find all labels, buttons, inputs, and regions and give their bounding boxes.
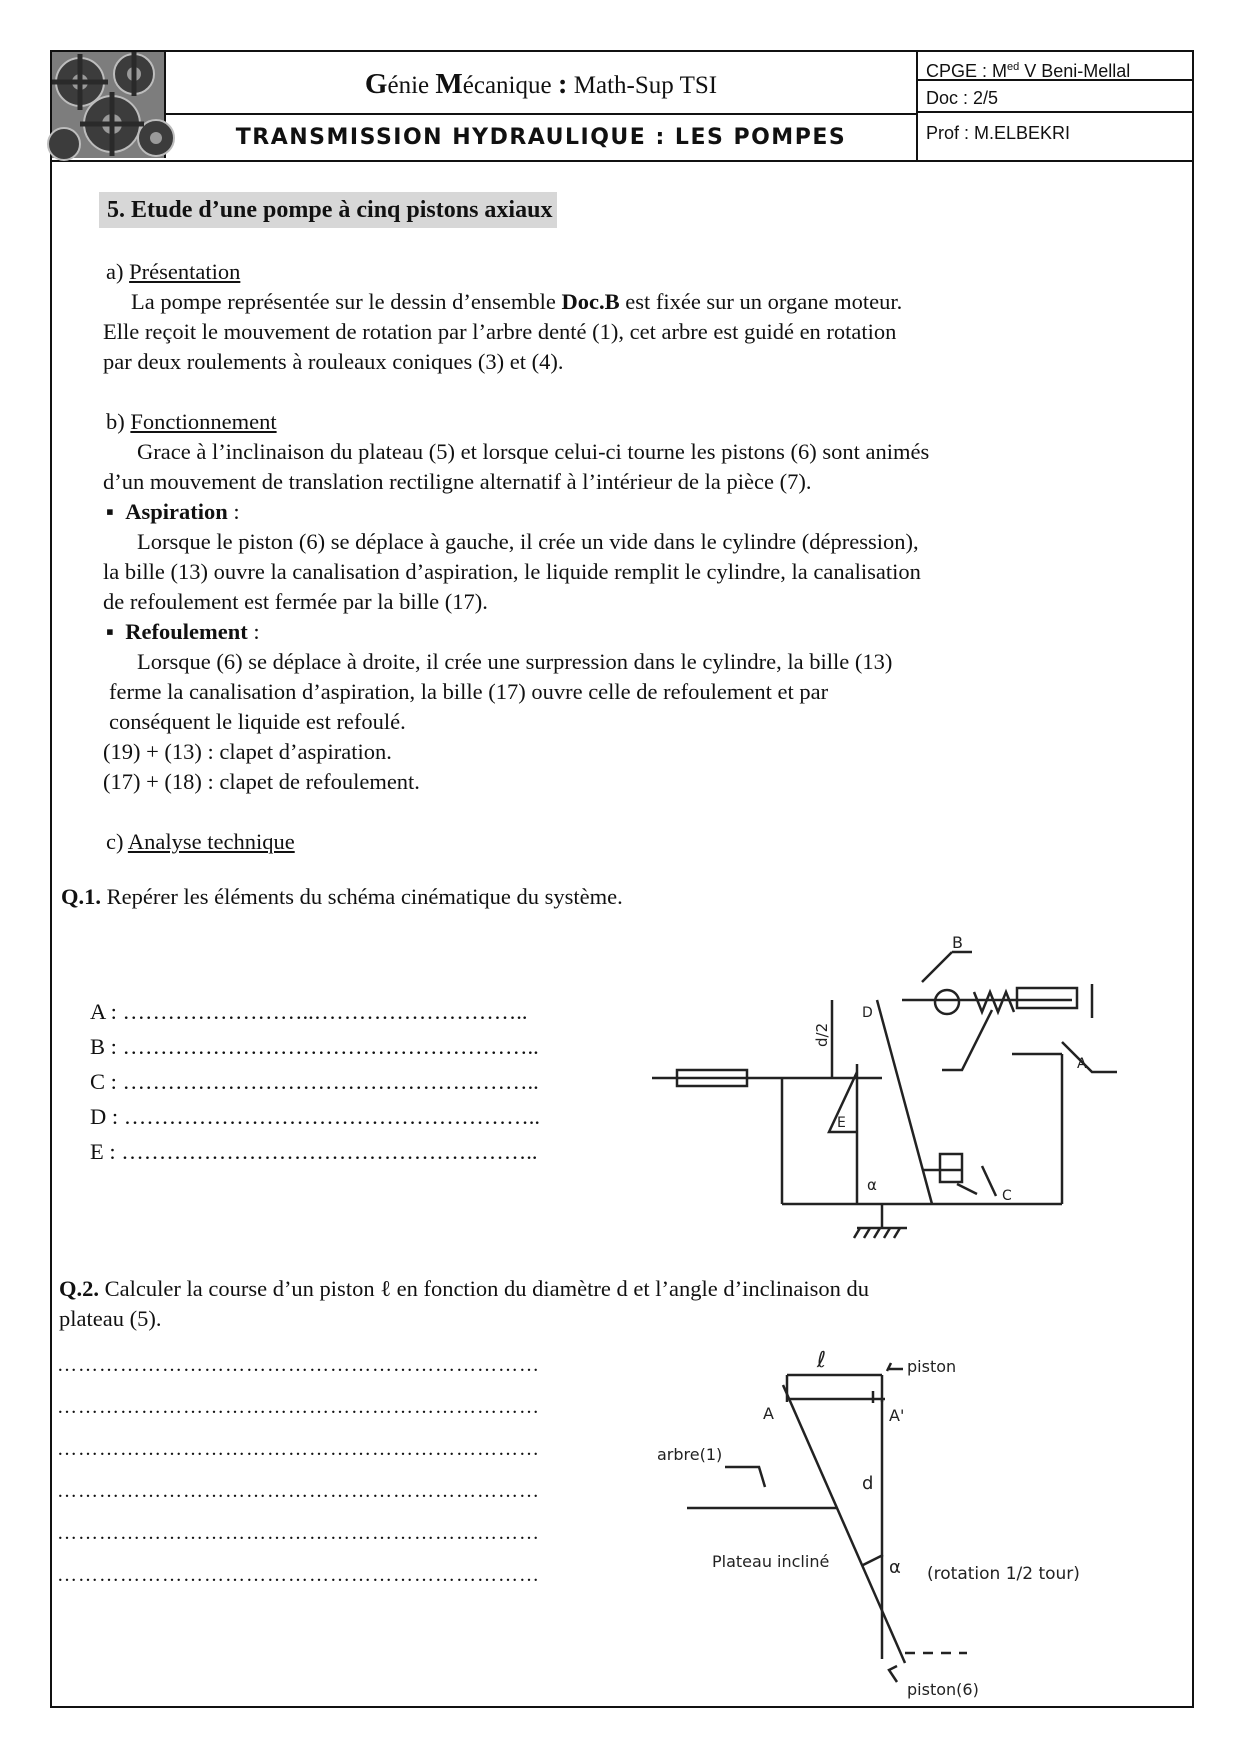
label-alpha-q2: α: [889, 1557, 901, 1578]
answer-line-c[interactable]: C : ………………………………………………..: [90, 1069, 539, 1094]
label-a: A: [1077, 1056, 1087, 1072]
label-b: B: [952, 933, 963, 952]
kinematic-schema-figure: [652, 922, 1152, 1262]
question-2: Q.2. Calculer la course d’un piston ℓ en fonction du diamètre d et l’angle d’inclinaison du: [59, 1276, 869, 1301]
label-piston6: piston(6): [907, 1680, 979, 1699]
label-plateau: Plateau incliné: [712, 1552, 830, 1571]
gears-logo-icon: [52, 52, 166, 158]
paragraph-line: la bille (13) ouvre la canalisation d’aspiration, le liquide remplit le cylindre, la canalisation: [103, 559, 921, 584]
prof-cell: Prof : M.ELBEKRI: [926, 123, 1071, 143]
label-piston: piston: [907, 1357, 957, 1376]
question-2-cont: plateau (5).: [59, 1306, 162, 1331]
label-alpha: α: [867, 1176, 877, 1194]
section-heading: 5. Etude d’une pompe à cinq pistons axiaux: [99, 192, 557, 228]
paragraph-line: (19) + (13) : clapet d’aspiration.: [103, 739, 392, 764]
paragraph-line: Lorsque (6) se déplace à droite, il crée une surpression dans le cylindre, la bille (13): [137, 649, 893, 674]
page-title: Génie Mécanique : Math-Sup TSI: [166, 52, 918, 115]
refoulement-heading: ▪ Refoulement :: [106, 619, 260, 644]
piston-stroke-figure: [657, 1347, 1187, 1707]
label-a-prime: A': [889, 1406, 905, 1425]
label-a-point: A: [763, 1404, 774, 1423]
answer-line[interactable]: ……………………………………………………………: [57, 1354, 540, 1376]
page-subtitle: TRANSMISSION HYDRAULIQUE : LES POMPES: [166, 115, 918, 160]
paragraph-line: par deux roulements à rouleaux coniques (3) et (4).: [103, 349, 564, 374]
label-arbre: arbre(1): [657, 1445, 723, 1464]
label-d-diameter: d: [862, 1473, 874, 1494]
answer-line-e[interactable]: E : ………………………………………………..: [90, 1139, 538, 1164]
paragraph-line: conséquent le liquide est refoulé.: [109, 709, 406, 734]
answer-line-d[interactable]: D : ………………………………………………..: [90, 1104, 540, 1129]
answer-line[interactable]: ……………………………………………………………: [57, 1564, 540, 1586]
analyse-heading: c) Analyse technique: [106, 829, 295, 854]
label-d2: d/2: [813, 1022, 831, 1047]
aspiration-heading: ▪ Aspiration :: [106, 499, 240, 524]
paragraph-line: Grace à l’inclinaison du plateau (5) et lorsque celui-ci tourne les pistons (6) sont animés: [137, 439, 930, 464]
header: [52, 52, 1192, 162]
answer-line[interactable]: ……………………………………………………………: [57, 1438, 540, 1460]
paragraph-line: ferme la canalisation d’aspiration, la bille (17) ouvre celle de refoulement et par: [109, 679, 829, 704]
label-c: C: [1002, 1188, 1012, 1204]
paragraph-line: de refoulement est fermée par la bille (17).: [103, 589, 488, 614]
answer-line-a[interactable]: A : ……………………..………………………..: [90, 999, 528, 1024]
doc-number-cell: Doc : 2/5: [918, 83, 1194, 113]
fonctionnement-heading: b) Fonctionnement: [106, 409, 277, 434]
paragraph-line: (17) + (18) : clapet de refoulement.: [103, 769, 420, 794]
paragraph-line: Elle reçoit le mouvement de rotation par l’arbre denté (1), cet arbre est guidé en rotation: [103, 319, 897, 344]
paragraph-line: d’un mouvement de translation rectiligne alternatif à l’intérieur de la pièce (7).: [103, 469, 812, 494]
label-ell: ℓ: [817, 1348, 827, 1373]
answer-line[interactable]: ……………………………………………………………: [57, 1480, 540, 1502]
paragraph-line: La pompe représentée sur le dessin d’ensemble Doc.B est fixée sur un organe moteur.: [131, 289, 903, 314]
school-cell: CPGE : $M^{ed}$ V Beni-Mellal: [918, 52, 1194, 81]
paragraph-line: Lorsque le piston (6) se déplace à gauche, il crée un vide dans le cylindre (dépression),: [137, 529, 919, 554]
answer-line[interactable]: ……………………………………………………………: [57, 1396, 540, 1418]
question-1: Q.1. Repérer les éléments du schéma cinématique du système.: [61, 884, 623, 909]
label-e: E: [837, 1115, 846, 1131]
answer-line-b[interactable]: B : ………………………………………………..: [90, 1034, 539, 1059]
answer-line[interactable]: ……………………………………………………………: [57, 1522, 540, 1544]
label-d: D: [862, 1005, 873, 1021]
page-frame: [50, 50, 1194, 1708]
presentation-heading: a) Présentation: [106, 259, 241, 284]
label-rotation: (rotation 1/2 tour): [927, 1564, 1080, 1584]
